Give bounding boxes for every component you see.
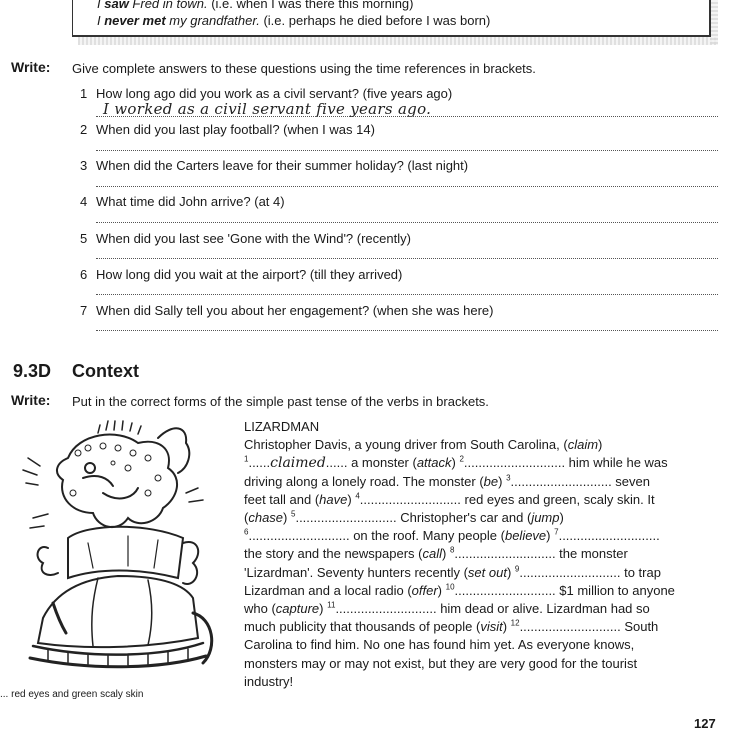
story-line: 'Lizardman'. Seventy hunters recently (set out) $^9$............................ to trap [244, 564, 661, 580]
blank-8[interactable]: ............................ [454, 546, 556, 562]
story-line: $^1$......claimed...... a monster (attack) $^2$............................ him while he was [244, 455, 668, 472]
story-line: feet tall and (have) $^4$............................ red eyes and green, scaly skin. It [244, 491, 655, 507]
question-text: When did Sally tell you about her engagement? (when she was here) [96, 303, 494, 318]
answer-line[interactable] [96, 149, 718, 151]
blank-9[interactable]: ............................ [519, 564, 621, 580]
instruction: Put in the correct forms of the simple past tense of the verbs in brackets. [72, 394, 489, 409]
section-number: 9.3D [13, 361, 52, 381]
story-line: Carolina to find him. No one has found him yet. As everyone knows, [244, 637, 635, 653]
blank-1[interactable]: ......claimed...... [248, 455, 348, 472]
story-line: much publicity that thousands of people (visit) $^{12}$............................ South [244, 618, 659, 635]
write-label: Write: [11, 392, 51, 408]
box-shadow-right [710, 0, 718, 44]
story-line: industry! [244, 673, 294, 689]
story [244, 418, 724, 691]
lizardman-car-illustration [8, 418, 223, 680]
story-line: $^6$............................ on the roof. Many people (believe) $^7$............................ [244, 527, 660, 544]
question-text: How long did you wait at the airport? (till they arrived) [96, 267, 403, 282]
question-number: 5 [80, 231, 88, 246]
story-line: who (capture) $^{11}$............................ him dead or alive. Lizardman had so [244, 600, 650, 617]
blank-7[interactable]: ............................ [558, 528, 660, 544]
blank-11[interactable]: ............................ [335, 601, 437, 617]
answer-line[interactable] [96, 257, 718, 259]
page-number: 127 [694, 716, 716, 731]
write-label: Write: [11, 59, 51, 75]
story-line: (chase) $^5$............................ Christopher's car and (jump) [244, 509, 564, 526]
story-line: Christopher Davis, a young driver from South Carolina, (claim) [244, 437, 603, 453]
question-number: 2 [80, 122, 88, 137]
section-title: Context [72, 361, 139, 381]
answer-line[interactable] [96, 221, 718, 223]
answer-line[interactable] [96, 115, 718, 117]
question-text: When did the Carters leave for their summer holiday? (last night) [96, 158, 469, 173]
story-line: monsters may or may not exist, but they are very good for the tourist [244, 655, 638, 671]
answer-line[interactable] [96, 185, 718, 187]
story-title: LIZARDMAN [244, 419, 320, 434]
blank-6[interactable]: ............................ [248, 528, 350, 544]
question-number: 4 [80, 194, 88, 209]
story-line: the story and the newspapers (call) $^8$............................ the monster [244, 546, 628, 562]
question-text: When did you last play football? (when I was 14) [96, 122, 375, 137]
answer-line[interactable] [96, 329, 718, 331]
blank-4[interactable]: ............................ [359, 491, 461, 507]
question-text: What time did John arrive? (at 4) [96, 194, 285, 209]
question-text: How long ago did you work as a civil servant? (five years ago) [96, 86, 453, 101]
question-text: When did you last see 'Gone with the Wind'? (recently) [96, 231, 411, 246]
question-number: 6 [80, 267, 88, 282]
box-shadow [78, 37, 718, 45]
blank-3[interactable]: ............................ [510, 473, 612, 489]
illustration-caption: ... red eyes and green scaly skin [0, 689, 144, 700]
blank-10[interactable]: ............................ [454, 582, 556, 598]
story-line: driving along a lonely road. The monster (be) $^3$............................ seven [244, 473, 650, 489]
instruction: Give complete answers to these questions using the time references in brackets. [72, 61, 536, 76]
blank-5[interactable]: ............................ [295, 510, 397, 526]
question-number: 1 [80, 86, 88, 101]
question-number: 7 [80, 303, 88, 318]
answer-field[interactable]: I worked as a civil servant five years ago. [103, 100, 432, 118]
story-line: Lizardman and a local radio (offer) $^{10}$............................ $1 million to anyone [244, 582, 675, 598]
example-line-2: I never met my grandfather. (i.e. perhaps he died before I was born) [97, 13, 491, 28]
answer-line[interactable] [96, 293, 718, 295]
question-number: 3 [80, 158, 88, 173]
blank-2[interactable]: ............................ [463, 455, 566, 471]
example-line-1: I saw Fred in town. (i.e. when I was there this morning) [97, 0, 414, 11]
blank-12[interactable]: ............................ [519, 619, 621, 635]
